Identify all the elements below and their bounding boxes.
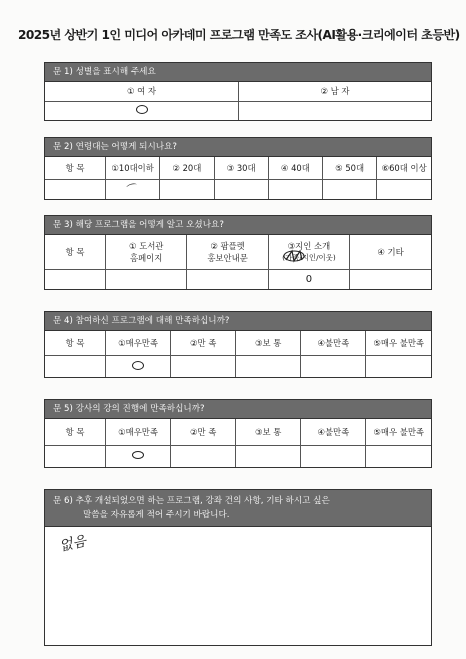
option-other-line1: ④ 기타 [377,246,404,257]
question-1-table [45,82,431,120]
question-6-header-line2: 말씀을 자유롭게 적어 주시기 바랍니다. [83,510,230,520]
question-5-header: 문 5) 강사의 강의 진행에 만족하십니까? [45,400,431,419]
answer-cell-very-dissatisfied[interactable] [366,355,431,377]
option-referral-line2: (가족/지인/이웃) [282,253,336,263]
option-pamphlet-line2: 홍보안내문 [207,252,248,263]
answer-cell-very-satisfied[interactable] [106,355,171,377]
question-5-table [45,419,431,467]
option-age-50s[interactable]: ⑤ 50대 [323,157,377,179]
answer-cell-age-10s[interactable] [106,179,160,199]
option-referral[interactable] [268,235,349,269]
option-satisfied[interactable]: ②만 족 [171,331,236,355]
answer-cell-male[interactable] [239,101,432,120]
question-3-table [45,235,431,289]
option-library-line1: ① 도서관 [128,240,164,251]
option-library-homepage[interactable] [106,235,187,269]
question-4-table [45,331,431,377]
answer-cell-referral[interactable] [268,269,349,289]
option-dissatisfied[interactable]: ④불만족 [301,331,366,355]
blank-cell [45,445,106,467]
answer-cell-neutral[interactable] [236,355,301,377]
option-age-60s[interactable]: ⑥60대 이상 [377,157,431,179]
option-very-satisfied[interactable]: ①매우만족 [106,419,171,445]
check-mark: ⌒ [125,182,140,198]
option-female[interactable]: ① 여 자 [45,82,239,101]
answer-cell-age-50s[interactable] [323,179,377,199]
row-label: 항 목 [45,235,106,269]
answer-cell-neutral[interactable] [236,445,301,467]
option-age-30s[interactable]: ③ 30대 [214,157,268,179]
answer-cell-very-dissatisfied[interactable] [366,445,431,467]
question-4-header: 문 4) 참여하신 프로그램에 대해 만족하십니까? [45,312,431,331]
blank-cell [45,179,106,199]
answer-cell-age-60s[interactable] [377,179,431,199]
question-6-header [45,490,431,527]
circle-mark [132,451,144,459]
question-1-box [44,62,432,121]
option-male[interactable]: ② 남 자 [239,82,432,101]
question-2-table [45,157,431,199]
handwritten-answer: 없음 [57,533,88,555]
question-4-box [44,311,432,378]
question-5-box [44,399,432,468]
blank-cell [45,269,106,289]
question-6-box [44,489,432,646]
question-1-header: 문 1) 성별을 표시해 주세요 [45,63,431,82]
circle-mark [132,361,144,370]
option-neutral[interactable]: ③보 통 [236,419,301,445]
option-neutral[interactable]: ③보 통 [236,331,301,355]
survey-title: 2025년 상반기 1인 미디어 아카데미 프로그램 만족도 조사(AI활용·크리에이터 초등반) [18,28,460,42]
option-age-20s[interactable]: ② 20대 [160,157,214,179]
answer-cell-satisfied[interactable] [171,355,236,377]
option-age-40s[interactable]: ④ 40대 [268,157,322,179]
option-referral-line2-wrap [282,252,336,263]
question-2-header: 문 2) 연령대는 어떻게 되시나요? [45,138,431,157]
answer-cell-pamphlet[interactable] [187,269,268,289]
option-pamphlet[interactable] [187,235,268,269]
question-3-box [44,215,432,290]
answer-cell-dissatisfied[interactable] [301,445,366,467]
option-very-satisfied[interactable]: ①매우만족 [106,331,171,355]
answer-cell-satisfied[interactable] [171,445,236,467]
option-dissatisfied[interactable]: ④불만족 [301,419,366,445]
row-label: 항 목 [45,419,106,445]
answer-cell-age-40s[interactable] [268,179,322,199]
option-very-dissatisfied[interactable]: ⑤매우 불만족 [366,419,431,445]
option-very-dissatisfied[interactable]: ⑤매우 불만족 [366,331,431,355]
option-referral-line1: ③지인 소개 [287,241,331,252]
option-satisfied[interactable]: ②만 족 [171,419,236,445]
zero-mark: 0 [305,273,313,285]
answer-cell-library[interactable] [106,269,187,289]
answer-cell-age-20s[interactable] [160,179,214,199]
option-library-line2: 홈페이지 [130,252,163,263]
row-label: 항 목 [45,157,106,179]
question-2-box [44,137,432,200]
option-age-10s[interactable]: ①10대이하 [106,157,160,179]
blank-cell [45,355,106,377]
answer-cell-age-30s[interactable] [214,179,268,199]
option-other[interactable] [350,235,431,269]
question-3-header: 문 3) 해당 프로그램을 어떻게 알고 오셨나요? [45,216,431,235]
answer-cell-very-satisfied[interactable] [106,445,171,467]
question-6-header-line1: 문 6) 추후 개설되었으면 하는 프로그램, 강좌 건의 사항, 기타 하시고 싶은 [53,496,330,506]
answer-cell-dissatisfied[interactable] [301,355,366,377]
option-pamphlet-line1: ② 팜플렛 [210,240,245,251]
row-label: 항 목 [45,331,106,355]
circle-mark [136,105,148,114]
scribble-mark [282,249,308,263]
answer-cell-female[interactable] [45,101,239,120]
answer-cell-other[interactable] [350,269,431,289]
free-text-area[interactable] [45,527,431,645]
